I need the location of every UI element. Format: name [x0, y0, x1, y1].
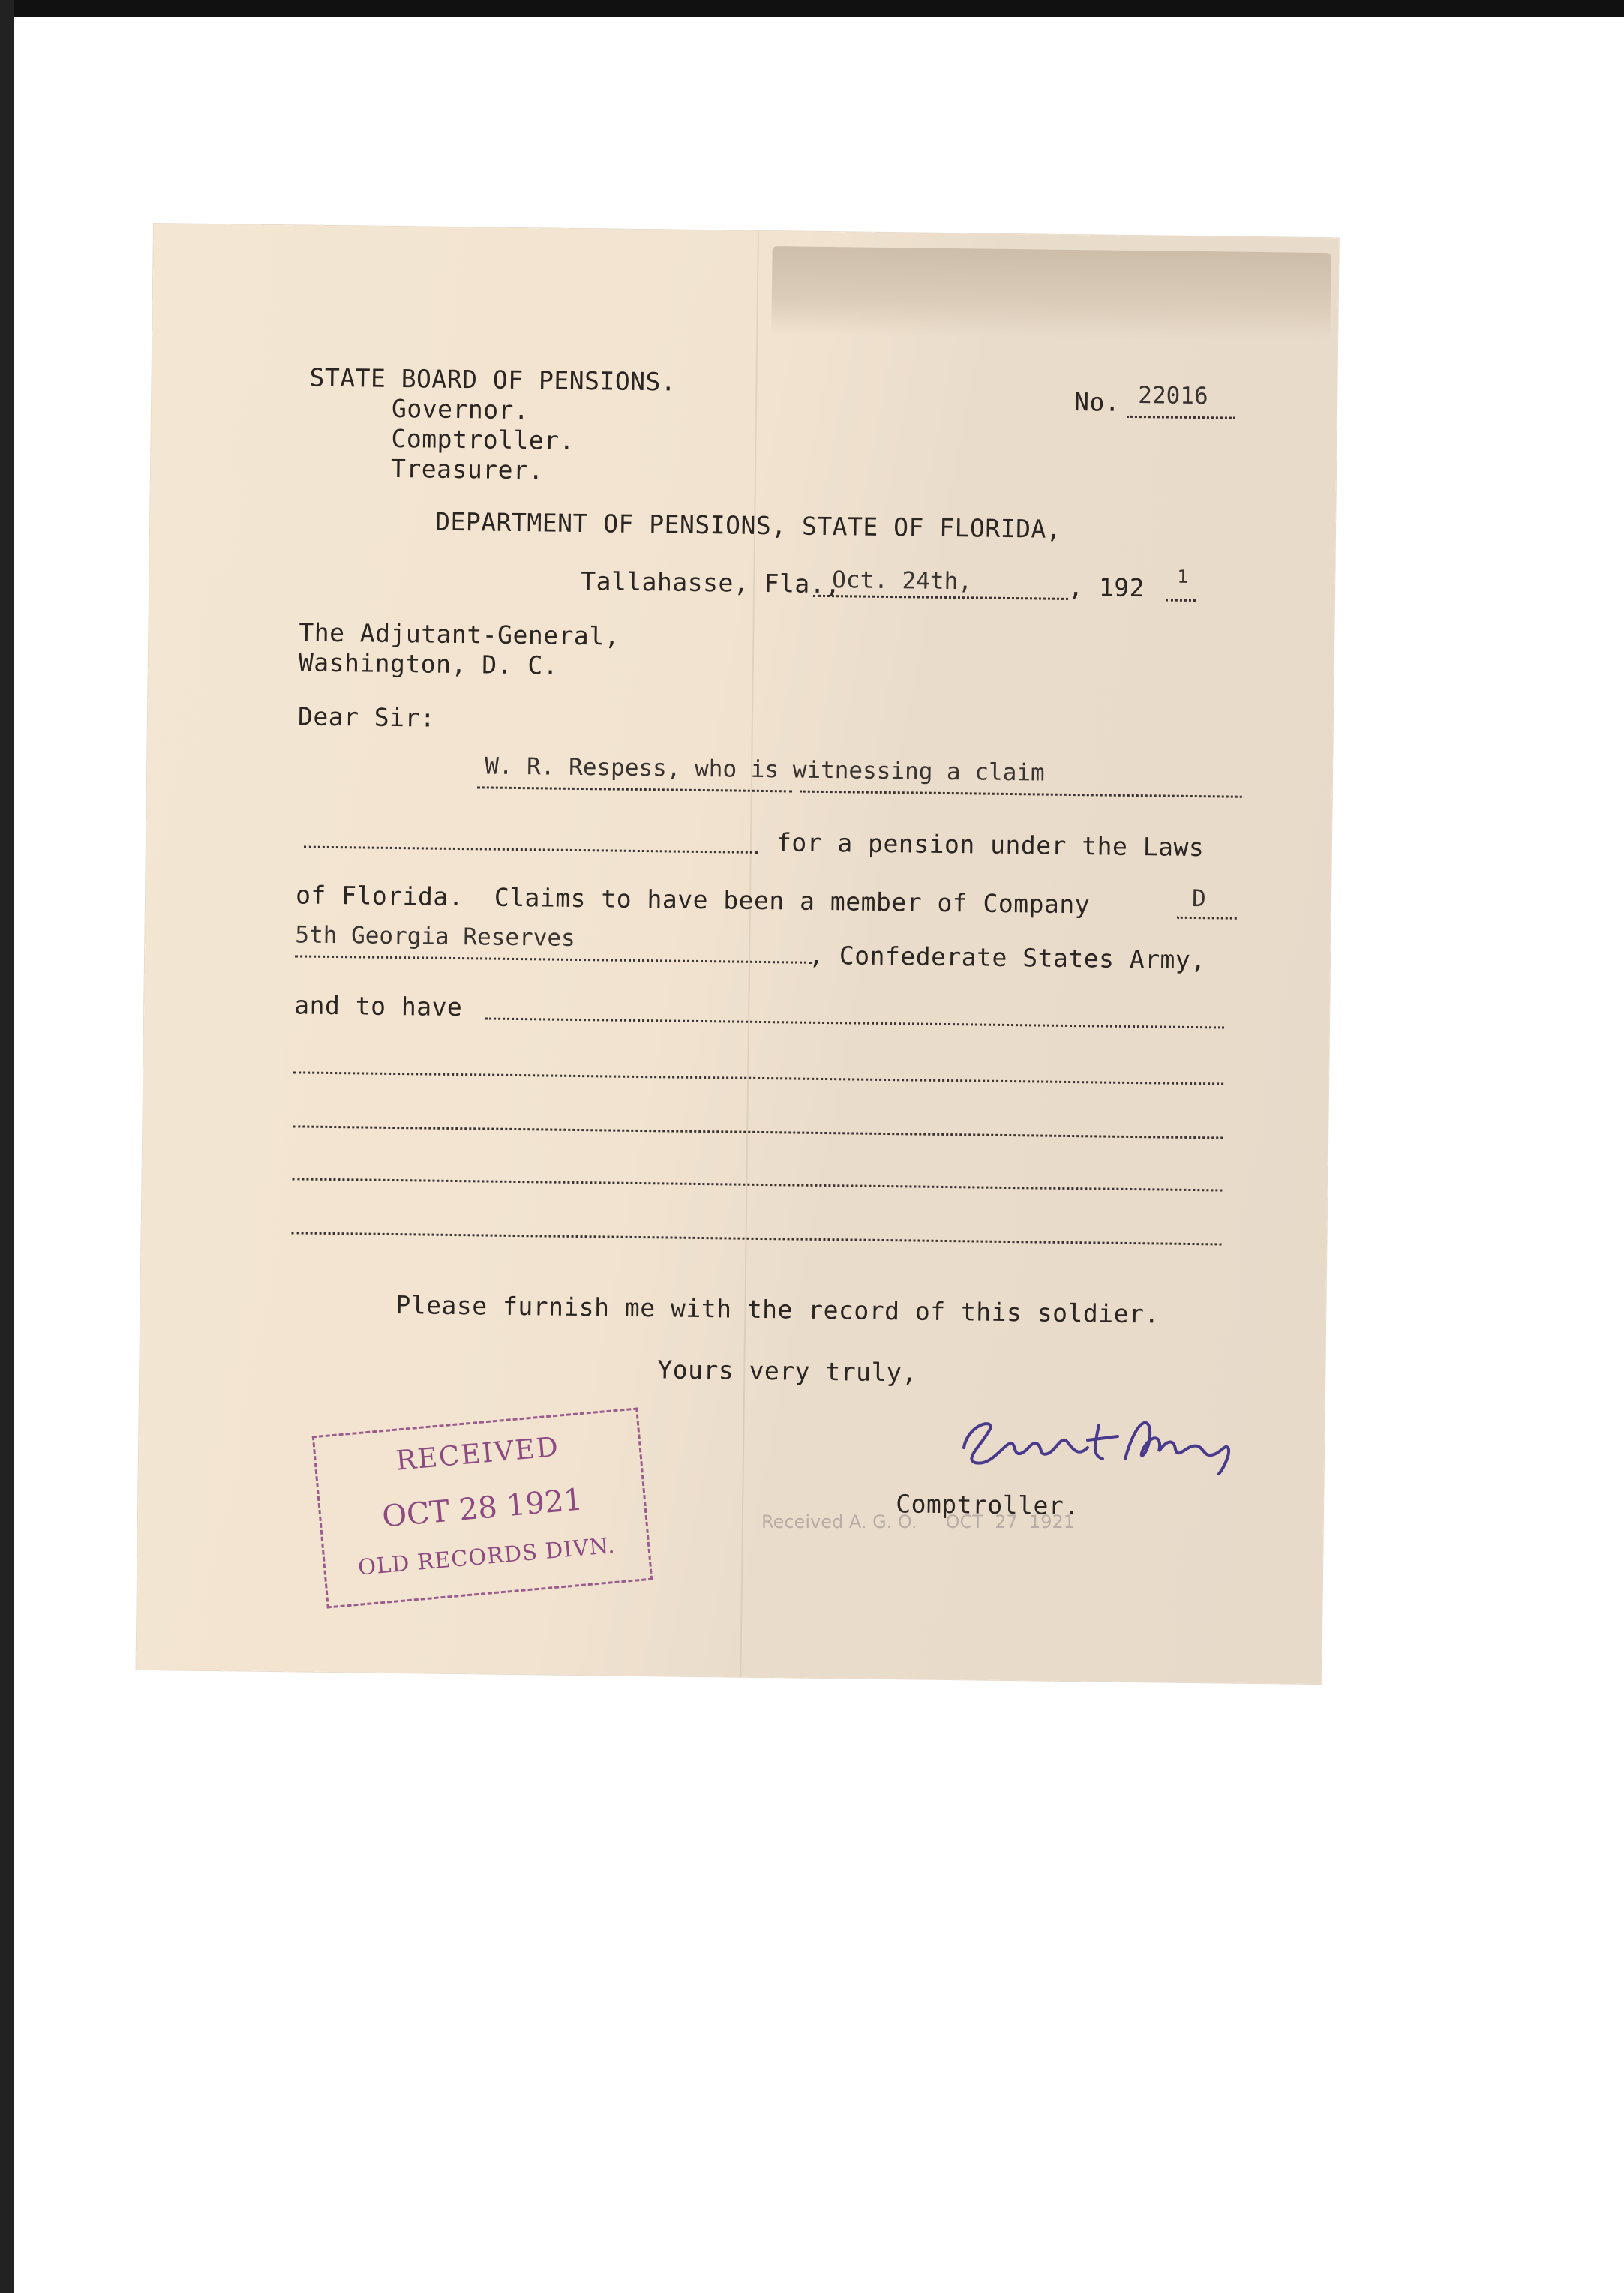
- blank-line-1: [293, 1071, 1223, 1085]
- scan-frame-top: [0, 0, 1624, 17]
- member-treasurer: Treasurer.: [390, 453, 544, 485]
- claimant-fill: W. R. Respess, who is witnessing a claim: [484, 752, 1045, 787]
- stamp-line-2: OCT 28 1921: [380, 1482, 584, 1535]
- member-governor: Governor.: [391, 393, 530, 425]
- body-line-5: and to have: [294, 990, 463, 1022]
- dateline-date: Oct. 24th,: [832, 566, 973, 596]
- body-line-3: of Florida. Claims to have been a member of Company: [295, 880, 1091, 920]
- addressee-line-1: The Adjutant-General,: [299, 617, 620, 651]
- number-value: 22016: [1138, 382, 1208, 410]
- year-underline: [1166, 599, 1196, 602]
- faint-received-stamp: Received A. G. O. OCT 27 1921: [761, 1511, 1076, 1532]
- blank-line-3: [292, 1178, 1222, 1191]
- date-underline: [813, 595, 1068, 600]
- regiment-underline: [295, 955, 812, 963]
- tape-strip: [771, 246, 1331, 341]
- company-fill: D: [1191, 884, 1206, 913]
- claimant-underline-a: [477, 786, 792, 792]
- signatory-title: Comptroller.: [895, 1489, 1079, 1521]
- blank-line-4: [292, 1232, 1222, 1245]
- body-line-2: for a pension under the Laws: [776, 827, 1205, 863]
- dateline-year: , 192: [1067, 572, 1145, 603]
- department-heading: DEPARTMENT OF PENSIONS, STATE OF FLORIDA,: [434, 506, 1062, 544]
- member-comptroller: Comptroller.: [391, 423, 575, 455]
- claimant-underline-b: [800, 791, 1242, 798]
- body-line-4: , Confederate States Army,: [808, 940, 1206, 975]
- closing-request: Please furnish me with the record of this soldier.: [395, 1290, 1160, 1329]
- number-underline: [1127, 416, 1235, 419]
- company-underline: [1177, 917, 1237, 920]
- dateline-place: Tallahasse, Fla.,: [580, 566, 841, 599]
- line2-underline: [304, 846, 758, 854]
- closing-salutation: Yours very truly,: [657, 1355, 917, 1388]
- signature: [949, 1403, 1249, 1485]
- number-label-text: No.: [1073, 387, 1121, 417]
- line5-underline: [485, 1017, 1224, 1028]
- addressee-line-2: Washington, D. C.: [298, 647, 559, 680]
- board-title: STATE BOARD OF PENSIONS.: [309, 362, 677, 397]
- scan-frame-left: [0, 0, 14, 2293]
- dateline-year-digit: 1: [1177, 566, 1188, 587]
- received-stamp: [312, 1407, 653, 1608]
- fold-line: [740, 231, 759, 1677]
- stamp-line-1: RECEIVED: [395, 1431, 561, 1477]
- blank-line-2: [293, 1125, 1223, 1139]
- stamp-line-3: OLD RECORDS DIVN.: [356, 1532, 617, 1580]
- salutation: Dear Sir:: [297, 701, 436, 733]
- regiment-fill: 5th Georgia Reserves: [295, 921, 575, 952]
